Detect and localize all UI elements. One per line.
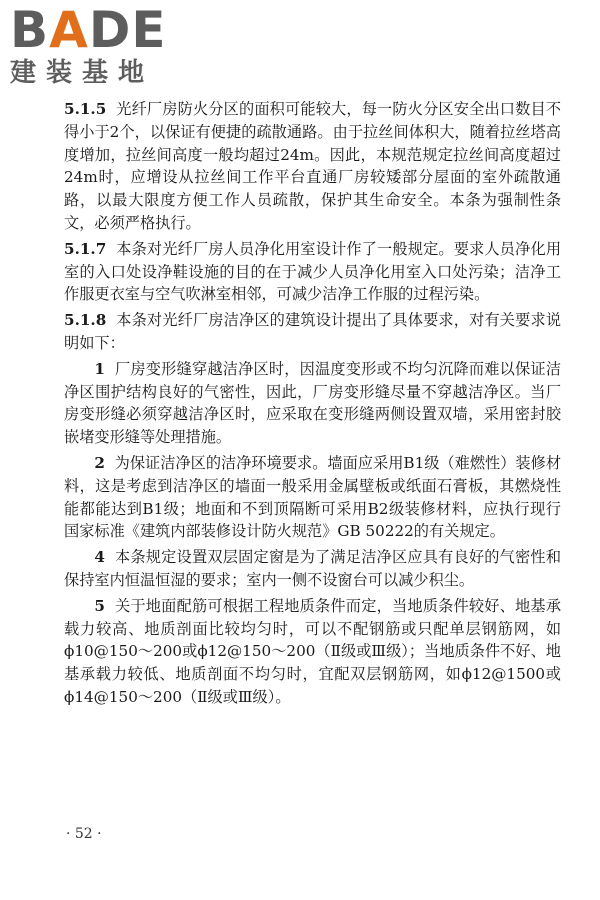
item-text: 为保证洁净区的洁净环境要求。墙面应采用B1级（难燃性）装修材料，这是考虑到洁净区的墙面一般采用金属壁板或纸面石膏板，其燃烧性能都能达到B1级；地面和不到顶隔断可采用B2级装修材料，应执行现行国家标准《建筑内部装修设计防火规范》GB 50222的有关规定。 [64,453,562,541]
clause-text: 光纤厂房防火分区的面积可能较大，每一防火分区安全出口数目不得小于2个，以保证有便捷的疏散通路。由于拉丝间体积大，随着拉丝塔高度增加，拉丝间高度一般均超过24m。因此，本规范规定拉丝间高度超过24m时，应增设从拉丝间工作平台直通厂房较矮部分屋面的室外疏散通路，以最大限度方便工作人员疏散，保护其生命安全。本条为强制性条文，必须严格执行。 [64,100,562,232]
item-text: 关于地面配筋可根据工程地质条件而定，当地质条件较好、地基承载力较高、地质剖面比较均匀时，可以不配钢筋或只配单层钢筋网，如ϕ10@150～200或ϕ12@150～200（Ⅱ级或Ⅲ级）；当地质条件不好、地基承载力较低、地质剖面不均匀时，宜配双层钢筋网，如ϕ12@1500或ϕ14@150～200（Ⅱ级或Ⅲ级）。 [64,596,562,706]
item-2 [64,452,561,543]
logo-letter-b: B [10,1,50,59]
item-number: 1 [94,359,105,378]
clause-5-1-5 [64,98,561,235]
document-body [64,98,561,712]
logo-wordmark [10,1,167,59]
clause-number: 5.1.5 [64,100,107,118]
item-number: 2 [94,453,105,472]
item-1 [64,358,561,449]
clause-number: 5.1.8 [64,311,107,330]
logo-letters-de: DE [88,1,167,59]
clause-text: 本条对光纤厂房人员净化用室设计作了一般规定。要求人员净化用室的入口处设净鞋设施的目的在于减少人员净化用室入口处污染；洁净工作服更衣室与空气吹淋室相邻，可减少洁净工作服的过程污染。 [64,239,562,304]
logo-subtitle: 建装基地 [10,58,155,88]
item-text: 厂房变形缝穿越洁净区时，因温度变形或不均匀沉降而难以保证洁净区围护结构良好的气密性，因此，厂房变形缝尽量不穿越洁净区。当厂房变形缝必须穿越洁净区时，应采取在变形缝两侧设置双墙，采用密封胶嵌堵变形缝等处理措施。 [64,359,562,447]
item-number: 4 [94,548,105,567]
item-5 [64,595,561,709]
item-text: 本条规定设置双层固定窗是为了满足洁净区应具有良好的气密性和保持室内恒温恒湿的要求；室内一侧不设窗台可以减少积尘。 [64,548,562,589]
item-number: 5 [94,596,105,615]
clause-number: 5.1.7 [64,239,107,258]
page-number: · 52 · [66,826,102,842]
logo-letter-a: A [49,1,89,59]
brand-logo [10,1,167,88]
clause-text: 本条对光纤厂房洁净区的建筑设计提出了具体要求，对有关要求说明如下： [64,311,562,352]
clause-5-1-8 [64,309,561,355]
item-4 [64,546,561,592]
clause-5-1-7 [64,238,561,306]
